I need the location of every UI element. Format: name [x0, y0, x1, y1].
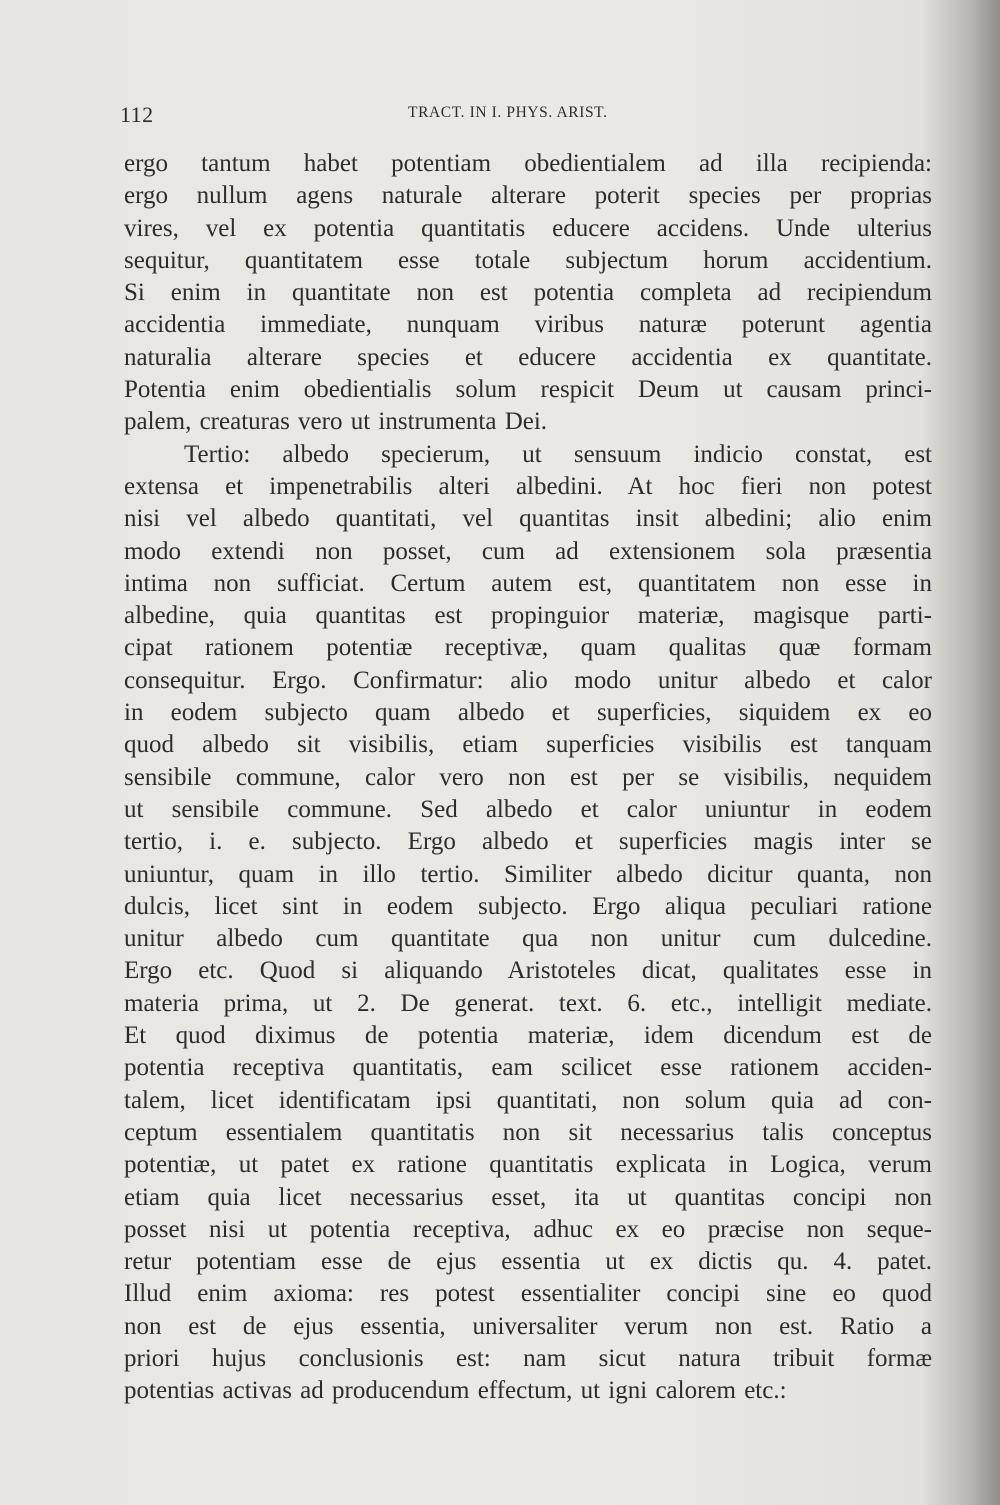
text-line: sensibile commune, calor vero non est per se visibilis, nequidem: [124, 763, 932, 791]
text-line: nisi vel albedo quantitati, vel quantitas insit albedini; alio enim: [124, 505, 932, 533]
page-header: [120, 98, 920, 134]
text-line: quod albedo sit visibilis, etiam superficies visibilis est tanquam: [124, 731, 932, 759]
text-line: modo extendi non posset, cum ad extensionem sola præsentia: [124, 537, 932, 565]
text-line: ergo tantum habet potentiam obedientialem ad illa recipienda:: [124, 150, 932, 177]
text-line: intima non sufficiat. Certum autem est, quantitatem non esse in: [124, 569, 932, 597]
text-line: tertio, i. e. subjecto. Ergo albedo et superficies magis inter se: [124, 828, 932, 856]
text-line: dulcis, licet sint in eodem subjecto. Ergo aliqua peculiari ratione: [124, 892, 932, 920]
text-line: accidentia immediate, nunquam viribus naturæ poterunt agentia: [124, 311, 932, 339]
text-line: sequitur, quantitatem esse totale subjectum horum accidentium.: [124, 246, 932, 274]
text-line: non est de ejus essentia, universaliter verum non est. Ratio a: [124, 1312, 932, 1340]
text-line: priori hujus conclusionis est: nam sicut natura tribuit formæ: [124, 1344, 932, 1372]
text-line: consequitur. Ergo. Confirmatur: alio modo unitur albedo et calor: [124, 666, 932, 694]
text-line: talem, licet identificatam ipsi quantitati, non solum quia ad con-: [124, 1086, 932, 1114]
text-line: materia prima, ut 2. De generat. text. 6. etc., intelligit mediate.: [124, 989, 932, 1017]
text-line: palem, creaturas vero ut instrumenta Dei.: [124, 408, 548, 436]
text-line: potentiæ, ut patet ex ratione quantitatis explicata in Logica, verum: [124, 1151, 932, 1179]
text-line: Tertio: albedo specierum, ut sensuum indicio constat, est: [184, 440, 932, 468]
text-line: cipat rationem potentiæ receptivæ, quam qualitas quæ formam: [124, 634, 932, 662]
text-line: Ergo etc. Quod si aliquando Aristoteles dicat, qualitates esse in: [124, 957, 932, 985]
text-line: potentias activas ad producendum effectum, ut igni calorem etc.:: [124, 1377, 787, 1405]
text-line: Et quod diximus de potentia materiæ, idem dicendum est de: [124, 1022, 932, 1050]
text-line: extensa et impenetrabilis alteri albedini. At hoc fieri non potest: [124, 472, 932, 500]
text-line: ceptum essentialem quantitatis non sit necessarius talis conceptus: [124, 1118, 932, 1146]
text-line: ut sensibile commune. Sed albedo et calor uniuntur in eodem: [124, 795, 932, 823]
text-line: Illud enim axioma: res potest essentialiter concipi sine eo quod: [124, 1280, 932, 1308]
text-line: in eodem subjecto quam albedo et superficies, siquidem ex eo: [124, 699, 932, 727]
paragraph: [124, 439, 932, 1408]
text-line: Potentia enim obedientialis solum respicit Deum ut causam princi-: [124, 376, 932, 404]
page-number: 112: [120, 102, 154, 127]
text-line: potentia receptiva quantitatis, eam scilicet esse rationem acciden-: [124, 1054, 932, 1082]
text-line: retur potentiam esse de ejus essentia ut ex dictis qu. 4. patet.: [124, 1248, 932, 1276]
running-head: TRACT. IN I. PHYS. ARIST.: [408, 104, 608, 121]
paragraph: [124, 148, 932, 439]
text-line: unitur albedo cum quantitate qua non unitur cum dulcedine.: [124, 925, 932, 953]
body-text: [124, 148, 932, 1408]
text-line: albedine, quia quantitas est propinguior materiæ, magisque parti-: [124, 602, 932, 630]
text-line: uniuntur, quam in illo tertio. Similiter albedo dicitur quanta, non: [124, 860, 932, 888]
text-line: naturalia alterare species et educere accidentia ex quantitate.: [124, 343, 932, 371]
text-line: ergo nullum agens naturale alterare poterit species per proprias: [124, 182, 932, 210]
text-line: etiam quia licet necessarius esset, ita ut quantitas concipi non: [124, 1183, 932, 1211]
text-line: vires, vel ex potentia quantitatis educere accidens. Unde ulterius: [124, 214, 932, 242]
text-line: Si enim in quantitate non est potentia completa ad recipiendum: [124, 279, 932, 307]
text-line: posset nisi ut potentia receptiva, adhuc ex eo præcise non seque-: [124, 1215, 932, 1243]
